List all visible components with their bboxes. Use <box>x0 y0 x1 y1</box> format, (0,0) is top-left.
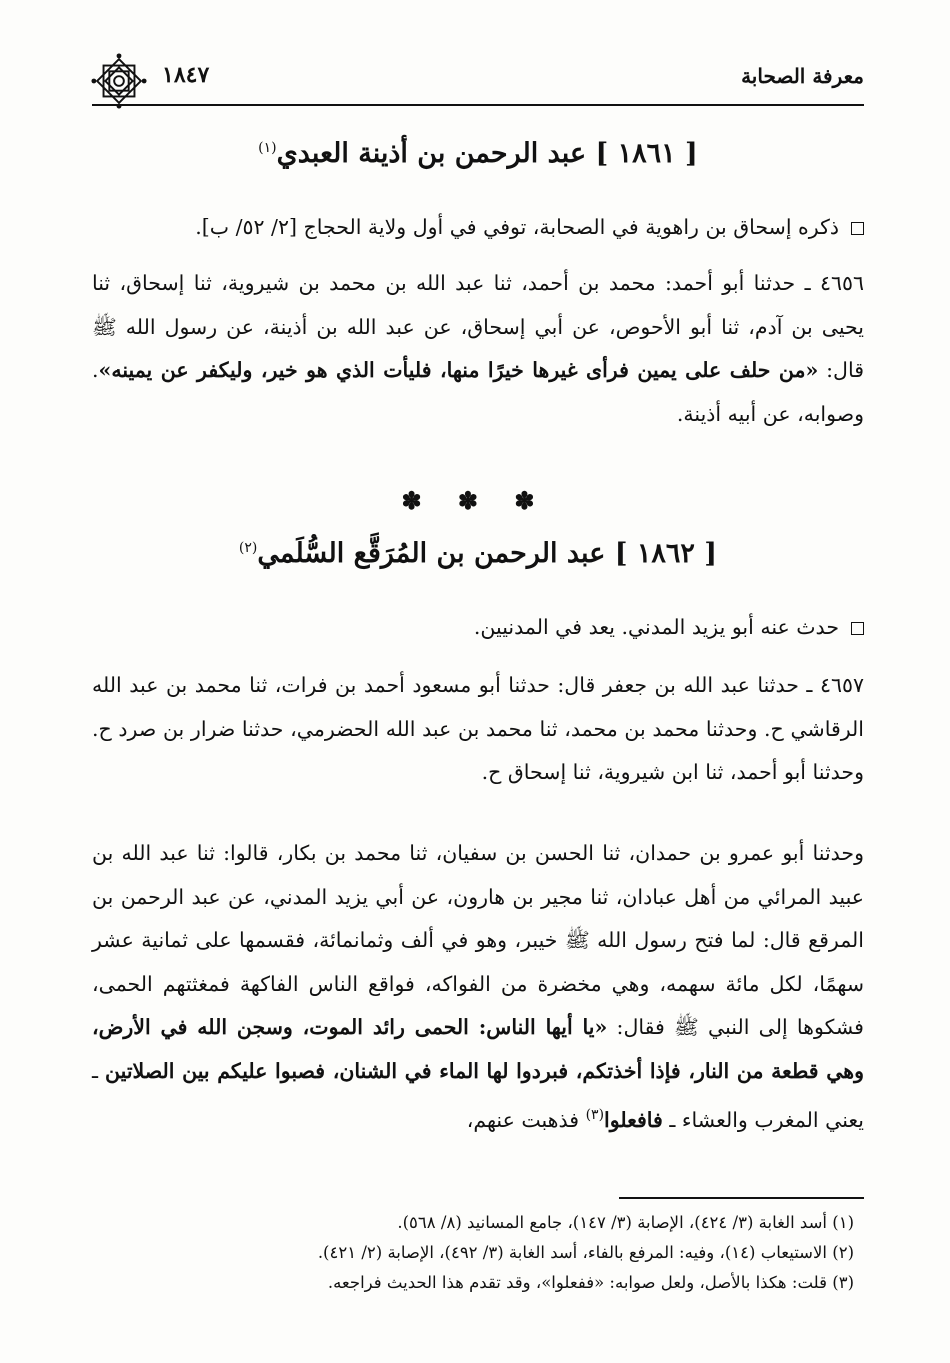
entry-1861-intro: ذكره إسحاق بن راهوية في الصحابة، توفي في أول ولاية الحجاج [٢/ ٥٢/ ب]. <box>92 206 864 250</box>
page-number: ١٨٤٧ <box>162 62 210 88</box>
footnote-1: (١) أسد الغابة (٣/ ٤٢٤)، الإصابة (٣/ ١٤٧)، جامع المسانيد (٨/ ٥٦٨). <box>397 1213 854 1232</box>
square-marker-icon <box>851 622 864 635</box>
footnote-3: (٣) قلت: هكذا بالأصل، ولعل صوابه: «ففعلوا»، وقد تقدم هذا الحديث فراجعه. <box>327 1273 854 1292</box>
hadith-4656: ٤٦٥٦ ـ حدثنا أبو أحمد: محمد بن أحمد، ثنا عبد الله بن محمد بن شيروية، ثنا إسحاق، ثنا يحيى بن آدم، ثنا أبو الأحوص، عن أبي إسحاق، عن عبد الله بن أذينة، عن رسول الله ﷺ قال: «من حلف على يمين فرأى غيرها خيرًا منها، فليأت الذي هو خير، وليكفر عن يمينه». وصوابه، عن أبيه أذينة. <box>92 271 864 426</box>
header-rule <box>92 104 864 106</box>
hadith-4657-text: وحدثنا أبو عمرو بن حمدان، ثنا الحسن بن سفيان، ثنا محمد بن بكار، قالوا: ثنا عبد الله بن عبيد المرائي من أهل عبادان، ثنا مجير بن هارون، عن أبي يزيد المدني، عن عبد الرحمن بن المرقع قال: لما فتح رسول الله ﷺ خيبر، وهو في ألف وثمانمائة، فقسمها على ثمانية عشر سهمًا، لكل مائة سهمه، وهي مخضرة من الفواكه، فواقع الناس الفاكهة فمغثتهم الحمى، فشكوها إلى النبي ﷺ فقال: «يا أيها الناس: الحمى رائد الموت، وسجن الله في الأرض، وهي قطعة من النار، فإذا أخذتكم، فبردوا لها الماء في الشنان، فصبوا عليكم بين الصلاتين ـ يعني المغرب والعشاء ـ فافعلوا$^{(٣)}$ فذهبت عنهم، <box>92 841 864 1132</box>
footnote-ref-3: (٣) <box>585 1106 605 1123</box>
square-marker-icon <box>851 222 864 235</box>
footnote-2: (٢) الاستيعاب (١٤)، وفيه: المرفع بالفاء، أسد الغابة (٣/ ٤٩٢)، الإصابة (٢/ ٤٢١). <box>317 1243 854 1262</box>
footnote-ref-1: (١) <box>258 140 277 156</box>
entry-title-1862: [ ١٨٦٢ ] عبد الرحمن بن المُرَقَّع السُّلَمي$^{(٢)}$ <box>238 538 718 569</box>
hadith-4657-matn: «يا أيها الناس: الحمى رائد الموت، وسجن الله في الأرض، وهي قطعة من النار، فإذا أخذتكم، فبردوا لها الماء في الشنان، فصبوا عليكم بين الصلاتين <box>92 1015 864 1083</box>
entry-title-1861: [ ١٨٦١ ] عبد الرحمن بن أذينة العبدي$^{(١)}$ <box>258 138 698 169</box>
page-header <box>92 60 864 92</box>
entry-1862-intro: حدث عنه أبو يزيد المدني. يعد في المدنيين. <box>92 606 864 650</box>
hadith-4656-matn: «من حلف على يمين فرأى غيرها خيرًا منها، فليأت الذي هو خير، وليكفر عن يمينه» <box>98 358 819 383</box>
hadith-4657-isnad: ٤٦٥٧ ـ حدثنا عبد الله بن جعفر قال: حدثنا أبو مسعود أحمد بن فرات، ثنا محمد بن عبد الله الرقاشي ح. وحدثنا محمد بن محمد، ثنا محمد بن عبد الله الحضرمي، حدثنا ضرار بن صرد ح. وحدثنا أبو أحمد، ثنا ابن شيروية، ثنا إسحاق ح. <box>92 673 864 785</box>
footnotes <box>92 1208 854 1298</box>
footnote-rule <box>619 1197 864 1199</box>
star-ornament-icon <box>90 52 148 110</box>
footnote-ref-2: (٢) <box>238 540 258 556</box>
running-title: معرفة الصحابة <box>741 64 864 88</box>
section-separator: ✽ ✽ ✽ <box>401 486 549 515</box>
